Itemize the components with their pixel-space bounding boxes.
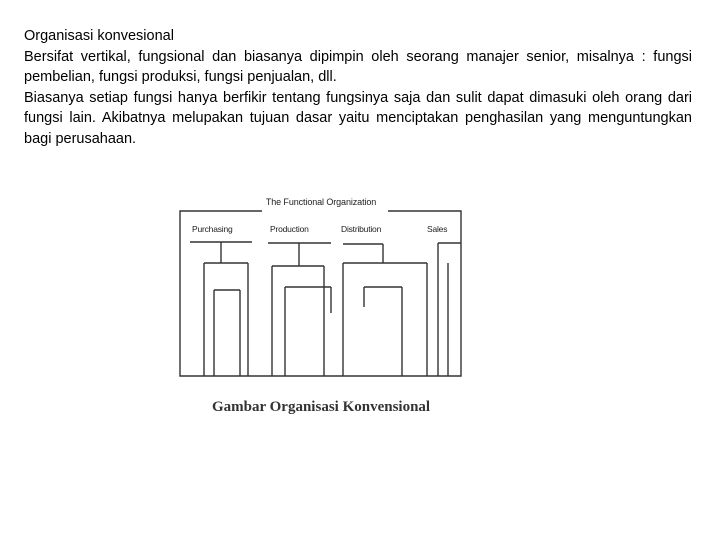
- dept-label-sales: Sales: [427, 224, 448, 234]
- figure-caption: Gambar Organisasi Konvensional: [212, 399, 431, 415]
- heading: Organisasi konvesional: [24, 28, 174, 44]
- dept-label-purchasing: Purchasing: [192, 224, 233, 234]
- functional-organization-diagram: [178, 193, 464, 378]
- paragraph-2: Biasanya setiap fungsi hanya berfikir tentang fungsinya saja dan sulit dapat dimasuki oleh orang dari fungsi lain. Akibatnya melupakan tujuan dasar yaitu menciptakan penghasilan yang menguntungkan bagi perusahaan.: [24, 89, 692, 147]
- dept-label-distribution: Distribution: [341, 224, 382, 234]
- dept-label-production: Production: [270, 224, 309, 234]
- figure-title: The Functional Organization: [265, 197, 377, 207]
- text-block: [24, 26, 692, 149]
- org-chart-lines: [178, 193, 464, 378]
- paragraph-1: Bersifat vertikal, fungsional dan biasanya dipimpin oleh seorang manajer senior, misalnya : fungsi pembelian, fungsi produksi, fungsi penjualan, dll.: [24, 48, 692, 85]
